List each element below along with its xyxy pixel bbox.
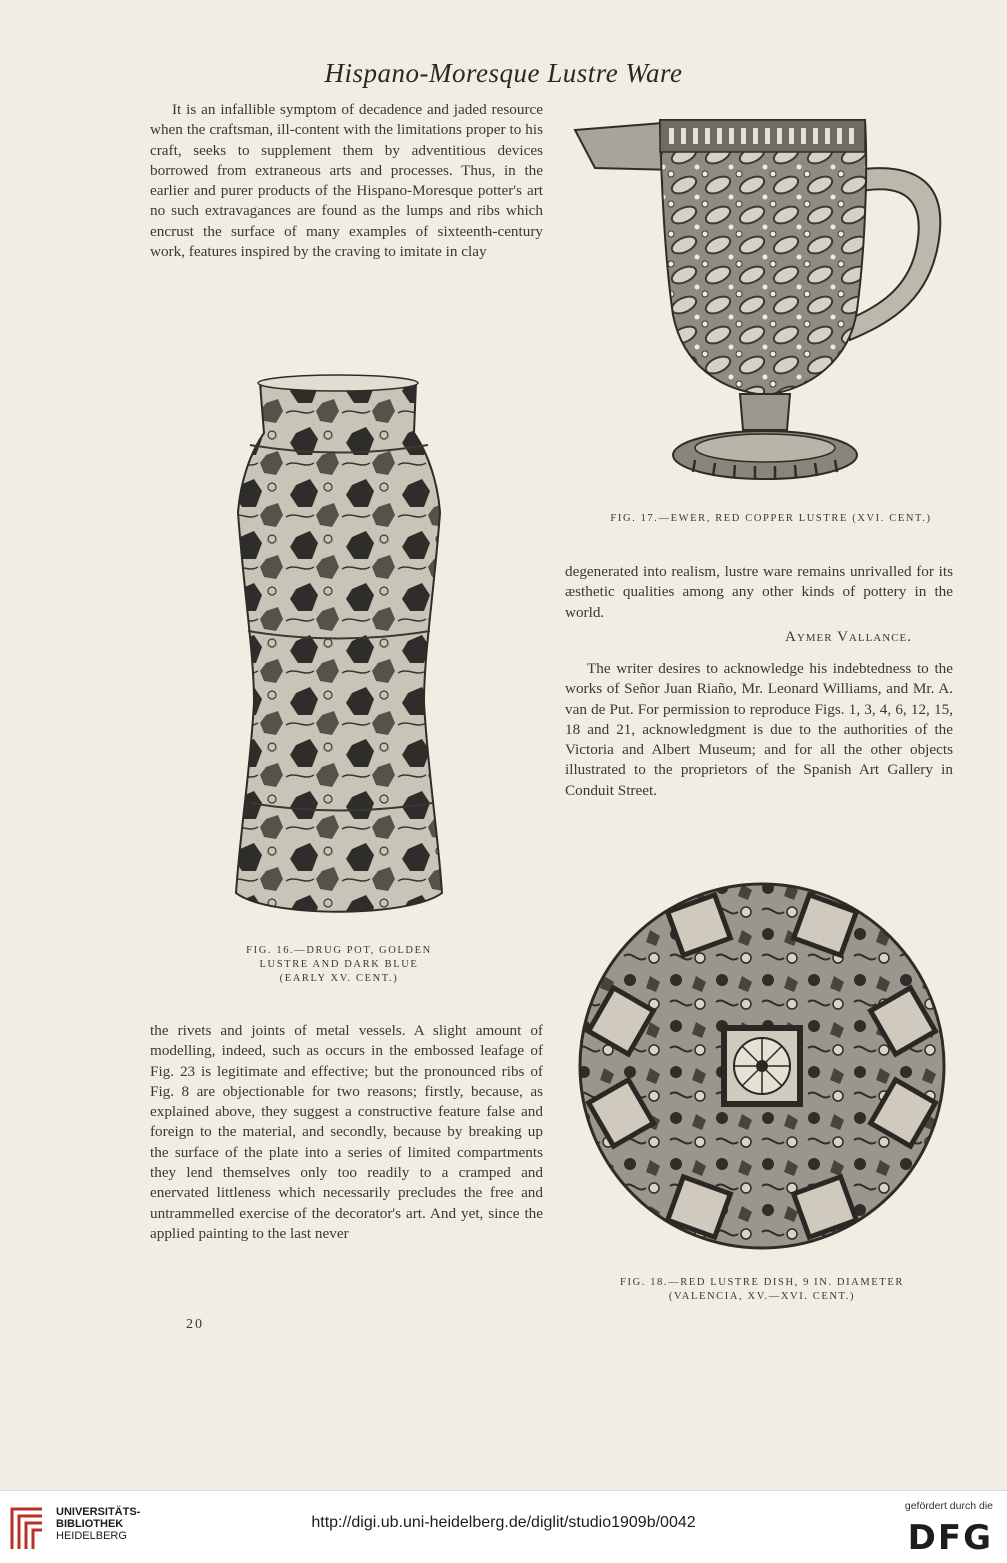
figure-18-caption-line-2: (VALENCIA, XV.—XVI. CENT.) [668, 1291, 856, 1302]
paragraph-3: degenerated into realism, lustre ware remains unrivalled for its æsthetic qualities among any other kinds of pottery in the world. [565, 563, 953, 621]
library-name-line-3: HEIDELBERG [56, 1530, 127, 1542]
running-title: Hispano-Moresque Lustre Ware [324, 58, 683, 88]
library-name-line-2: BIBLIOTHEK [56, 1518, 124, 1530]
paragraph-1: It is an infallible symptom of decadence and jaded resource when the craftsman, ill-content with the limitations proper to his craft, seeks to supplement them by adventitious devices borrowed from extraneous arts and processes. Thus, in the earlier and purer products of the Hispano-Moresque potter's art no such extravagances are found as the lumps and ribs which encrust the surface of many examples of sixteenth-century work, features inspired by the craving to imitate in clay [150, 101, 543, 261]
figure-17-caption: FIG. 17.—EWER, RED COPPER LUSTRE (XVI. CENT.) [610, 513, 932, 524]
page-number: 20 [186, 1317, 204, 1332]
dfg-logo: DFG [907, 1518, 993, 1558]
lustre-dish-illustration [574, 878, 950, 1254]
paragraph-2: the rivets and joints of metal vessels. A slight amount of modelling, indeed, such as occurs in the embossed leafage of Fig. 23 is legitimate and effective; but the pronounced ribs of Fig. 8 are objectionable for two reasons; firstly, because, as explained above, they suggest a constructive feature false and foreign to the material, and secondly, because by breaking up the surface of the plate into a series of limited compartments they lend themselves only too readily to a cramped and enervated littleness which necessarily precludes the free and untrammelled exercise of the decorator's art. And yet, since the applied painting to the last never [150, 1022, 543, 1242]
drug-pot-illustration [228, 373, 450, 933]
figure-18-caption-line-1: FIG. 18.—RED LUSTRE DISH, 9 IN. DIAMETER [620, 1277, 904, 1288]
ewer-illustration [565, 110, 955, 490]
figure-18-caption [574, 1276, 950, 1304]
funded-by-text: gefördert durch die [904, 1500, 993, 1512]
library-name-line-1: UNIVERSITÄTS- [56, 1506, 141, 1518]
digitization-footer [0, 1490, 1007, 1563]
figure-16-caption-line-1: FIG. 16.—DRUG POT, GOLDEN [246, 945, 432, 956]
figure-16-caption-line-2: LUSTRE AND DARK BLUE [259, 959, 419, 970]
author-signature: Aymer Vallance. [785, 629, 913, 645]
figure-16-caption-line-3: (EARLY XV. CENT.) [279, 973, 399, 984]
permalink-url[interactable]: http://digi.ub.uni-heidelberg.de/diglit/studio1909b/0042 [311, 1514, 696, 1531]
figure-16-caption [228, 944, 450, 986]
paragraph-4: The writer desires to acknowledge his indebtedness to the works of Señor Juan Riaño, Mr. Leonard Williams, and Mr. A. van de Put. For permission to reproduce Figs. 1, 3, 4, 6, 12, 15, 18 and 21, acknowledgment is due to the authorities of the Victoria and Albert Museum; and for all the other objects illustrated to the proprietors of the Spanish Art Gallery in Conduit Street. [565, 660, 953, 799]
